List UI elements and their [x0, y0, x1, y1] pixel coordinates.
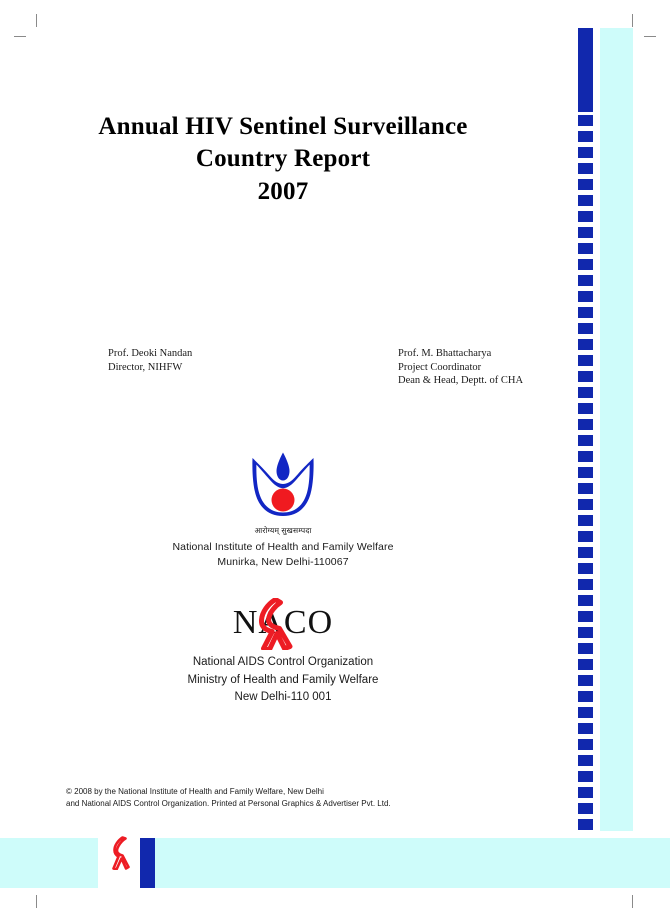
- author-left-role: Director, NIHFW: [108, 361, 183, 373]
- author-right-name: Prof. M. Bhattacharya: [398, 348, 492, 359]
- decorative-blue-dash-strip: [578, 115, 593, 831]
- decorative-blue-dash: [578, 339, 593, 350]
- decorative-blue-dash: [578, 355, 593, 366]
- author-right-role-2: Dean & Head, Deptt. of CHA: [398, 375, 524, 386]
- decorative-blue-dash: [578, 627, 593, 638]
- decorative-blue-dash: [578, 803, 593, 814]
- decorative-blue-dash: [578, 771, 593, 782]
- copyright-line-1: © 2008 by the National Institute of Health and Family Welfare, New Delhi: [66, 787, 324, 796]
- author-block-left: [108, 347, 192, 374]
- decorative-blue-dash: [578, 179, 593, 190]
- copyright-notice: [66, 786, 391, 809]
- decorative-blue-dash: [578, 787, 593, 798]
- crop-mark-bottom-right-vertical: [632, 895, 633, 908]
- author-credits: [0, 347, 566, 407]
- nihfw-identity-block: [0, 450, 566, 569]
- copyright-line-2: and National AIDS Control Organization. Printed at Personal Graphics & Advertiser Pvt. Ltd.: [66, 798, 391, 808]
- decorative-blue-dash: [578, 531, 593, 542]
- aids-ribbon-icon: [251, 598, 297, 650]
- author-block-right: [398, 347, 523, 388]
- title-line-2: Country Report: [195, 145, 371, 172]
- decorative-blue-dash: [578, 579, 593, 590]
- decorative-blue-dash: [578, 371, 593, 382]
- author-right-role-1: Project Coordinator: [398, 361, 482, 373]
- decorative-blue-dash: [578, 435, 593, 446]
- crop-mark-top-right-horizontal: [644, 36, 656, 37]
- crop-mark-top-left-horizontal: [14, 36, 26, 37]
- aids-ribbon-icon-bottom: [110, 836, 132, 870]
- naco-aids-ribbon-logo-icon: [198, 598, 368, 650]
- decorative-blue-bar-bottom: [140, 838, 155, 888]
- decorative-blue-dash: [578, 115, 593, 126]
- decorative-blue-dash: [578, 275, 593, 286]
- crop-mark-top-left-vertical: [36, 14, 37, 27]
- naco-wordmark: NACO: [232, 604, 334, 641]
- author-left-name: Prof. Deoki Nandan: [108, 348, 193, 359]
- nihfw-lotus-logo-icon: [246, 450, 320, 524]
- decorative-blue-dash: [578, 723, 593, 734]
- decorative-blue-dash: [578, 147, 593, 158]
- decorative-blue-dash: [578, 163, 593, 174]
- decorative-blue-dash: [578, 691, 593, 702]
- decorative-blue-dash: [578, 563, 593, 574]
- decorative-blue-dash: [578, 227, 593, 238]
- decorative-blue-dash: [578, 595, 593, 606]
- decorative-blue-bar-solid: [578, 28, 593, 112]
- naco-name-line-3: New Delhi-110 001: [234, 691, 332, 703]
- decorative-blue-dash: [578, 659, 593, 670]
- decorative-blue-dash: [578, 291, 593, 302]
- decorative-blue-dash: [578, 387, 593, 398]
- decorative-blue-dash: [578, 467, 593, 478]
- title-line-1: Annual HIV Sentinel Surveillance: [98, 113, 468, 140]
- decorative-cyan-band-bottom-right: [140, 838, 670, 888]
- decorative-cyan-band-bottom-left: [0, 838, 98, 888]
- nihfw-name-line-2: Munirka, New Delhi-110067: [217, 555, 349, 568]
- naco-name-line-1: National AIDS Control Organization: [192, 656, 374, 668]
- decorative-blue-dash: [578, 403, 593, 414]
- decorative-blue-dash: [578, 819, 593, 830]
- decorative-blue-dash: [578, 675, 593, 686]
- decorative-blue-dash: [578, 243, 593, 254]
- nihfw-motto: आरोग्यम् सुखसम्पदा: [254, 526, 312, 535]
- decorative-blue-dash: [578, 643, 593, 654]
- decorative-blue-dash: [578, 323, 593, 334]
- decorative-blue-dash: [578, 483, 593, 494]
- title-line-3: 2007: [257, 178, 309, 205]
- naco-name-block: [0, 654, 566, 707]
- decorative-blue-dash: [578, 499, 593, 510]
- decorative-cyan-panel-right: [600, 28, 633, 831]
- decorative-blue-dash: [578, 451, 593, 462]
- decorative-blue-dash: [578, 739, 593, 750]
- nihfw-name-block: [0, 540, 566, 569]
- decorative-blue-dash: [578, 547, 593, 558]
- decorative-blue-dash: [578, 611, 593, 622]
- decorative-blue-dash: [578, 515, 593, 526]
- nihfw-name-line-1: National Institute of Health and Family Welfare: [172, 541, 394, 553]
- decorative-blue-dash: [578, 259, 593, 270]
- decorative-blue-dash: [578, 755, 593, 766]
- decorative-blue-dash: [578, 131, 593, 142]
- decorative-blue-dash: [578, 195, 593, 206]
- decorative-blue-dash: [578, 307, 593, 318]
- naco-name-line-2: Ministry of Health and Family Welfare: [187, 673, 379, 686]
- crop-mark-top-right-vertical: [632, 14, 633, 27]
- crop-mark-bottom-left-vertical: [36, 895, 37, 908]
- naco-identity-block: [0, 598, 566, 707]
- decorative-blue-dash: [578, 211, 593, 222]
- decorative-blue-dash: [578, 419, 593, 430]
- page-title: [0, 112, 566, 208]
- decorative-blue-dash: [578, 707, 593, 718]
